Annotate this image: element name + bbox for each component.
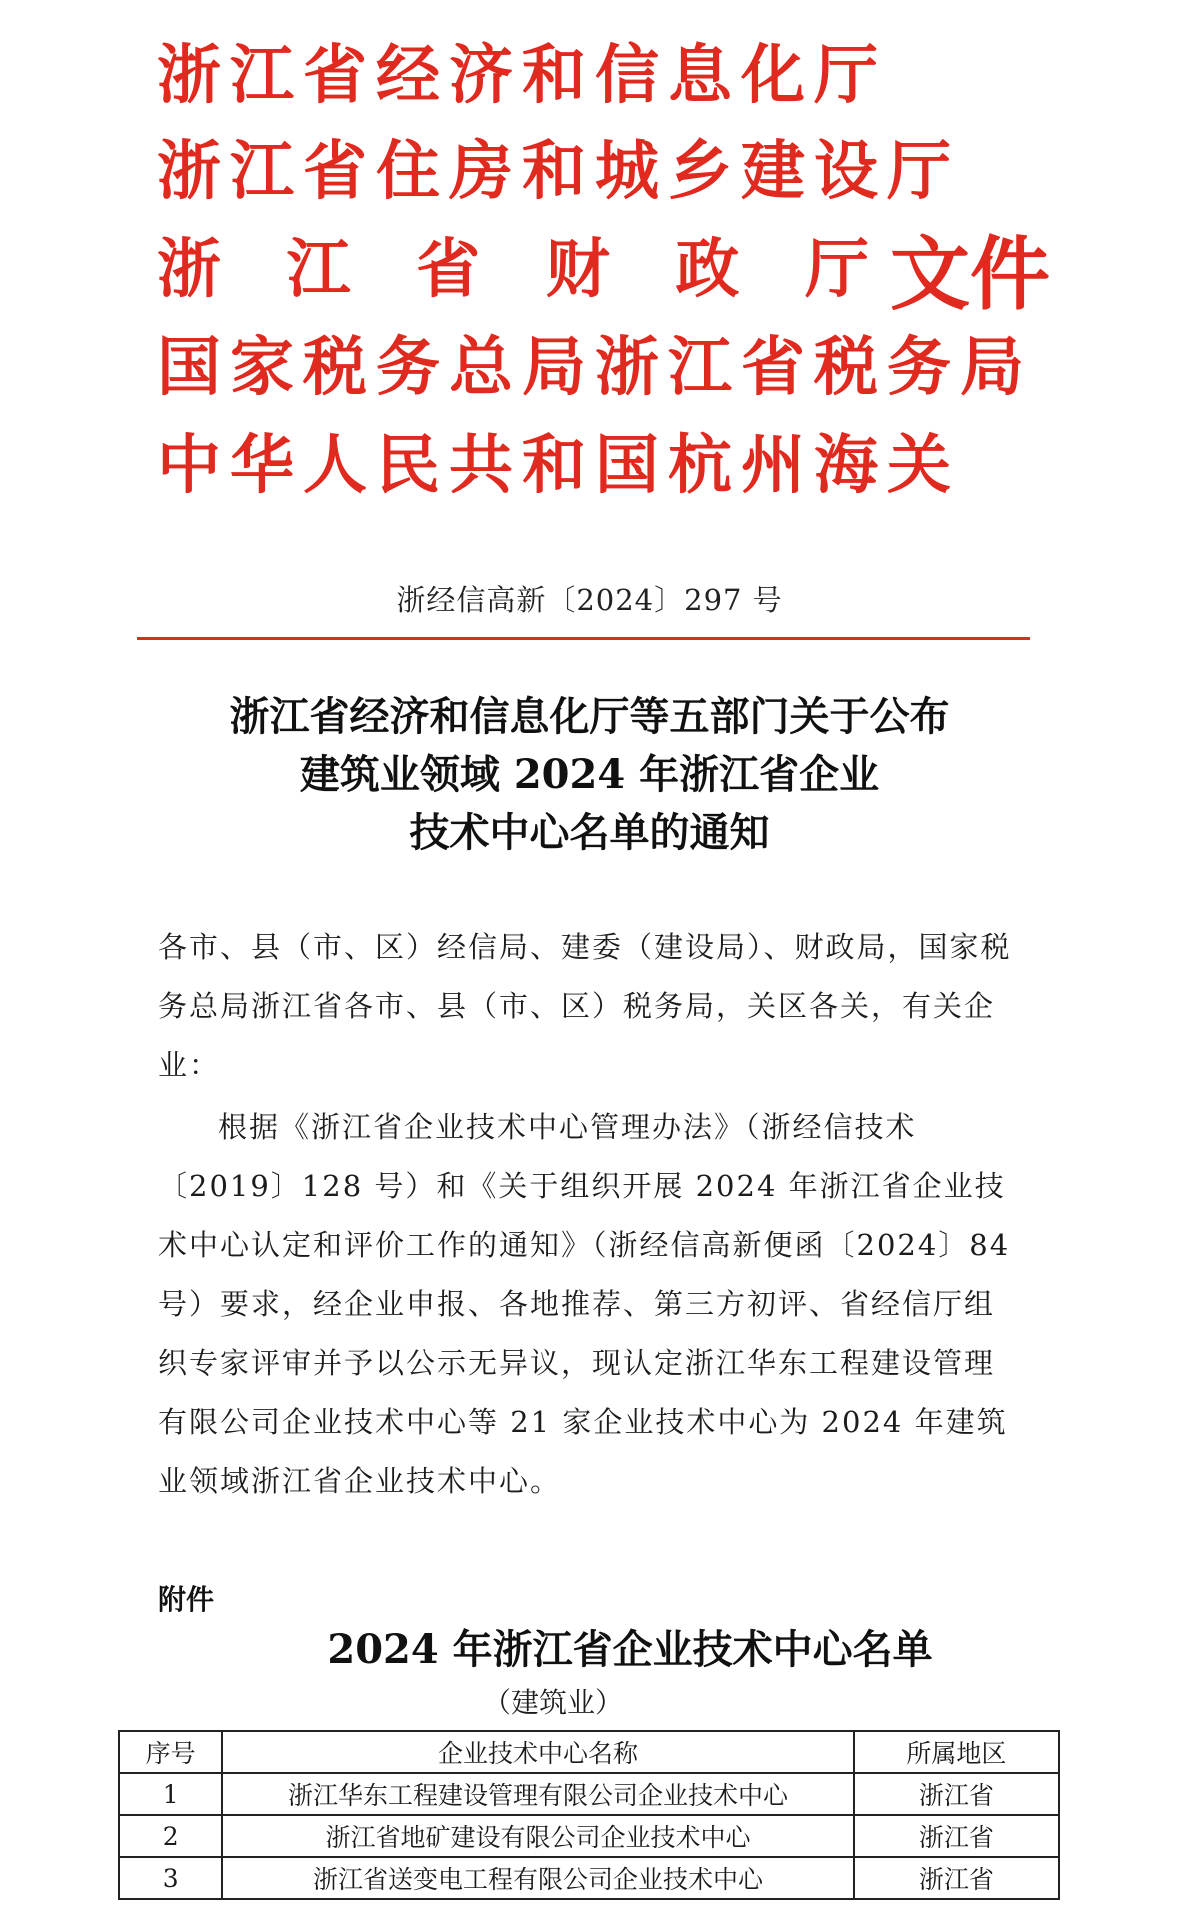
row-center-name: 浙江华东工程建设管理有限公司企业技术中心 (222, 1773, 853, 1815)
row-number: 3 (119, 1857, 222, 1899)
table-row (119, 1773, 1059, 1815)
title-line: 技术中心名单的通知 (409, 809, 770, 856)
red-divider (137, 637, 1030, 640)
column-header-region: 所属地区 (854, 1731, 1059, 1773)
issuer-line-3-char: 厅 (804, 233, 869, 307)
row-region: 浙江省 (854, 1815, 1059, 1857)
attachment-subtitle: （建筑业） (482, 1686, 623, 1719)
tech-center-table (118, 1730, 1060, 1900)
column-header-number: 序号 (119, 1731, 222, 1773)
issuer-line-3-char: 财 (545, 233, 610, 307)
row-center-name: 浙江省送变电工程有限公司企业技术中心 (222, 1857, 853, 1899)
row-region: 浙江省 (854, 1857, 1059, 1899)
attachment-label: 附件 (158, 1583, 215, 1616)
document-title (0, 688, 1179, 862)
row-region: 浙江省 (854, 1773, 1059, 1815)
issuer-line-3-char: 江 (286, 233, 351, 307)
column-header-name: 企业技术中心名称 (222, 1731, 853, 1773)
row-number: 1 (119, 1773, 222, 1815)
issuer-line-1: 浙江省经济和信息化厅 (157, 39, 887, 113)
issuer-line-3-char: 政 (675, 233, 740, 307)
table-row (119, 1857, 1059, 1899)
row-number: 2 (119, 1815, 222, 1857)
attachment-title: 2024 年浙江省企业技术中心名单 (327, 1626, 933, 1673)
title-line: 浙江省经济和信息化厅等五部门关于公布 (229, 693, 950, 740)
salutation: 各市、县（市、区）经信局、建委（建设局）、财政局，国家税务总局浙江省各市、县（市、区）税务局，关区各关，有关企业： (158, 930, 1012, 1082)
issuer-line-2: 浙江省住房和城乡建设厅 (157, 135, 960, 209)
issuer-line-3 (157, 230, 869, 310)
issuer-line-5: 中华人民共和国杭州海关 (157, 429, 960, 503)
document-suffix: 文件 (890, 228, 1050, 321)
title-line: 建筑业领域 2024 年浙江省企业 (299, 751, 880, 798)
table-row (119, 1815, 1059, 1857)
row-center-name: 浙江省地矿建设有限公司企业技术中心 (222, 1815, 853, 1857)
body-paragraph: 根据《浙江省企业技术中心管理办法》（浙经信技术〔2019〕128 号）和《关于组织开展 2024 年浙江省企业技术中心认定和评价工作的通知》（浙经信高新便函〔2024〕84 号）要求，经企业申报、各地推荐、第三方初评、省经信厅组织专家评审并予以公示无异议，现认定浙江华东工程建设管理有限公司企业技术中心等 21 家企业技术中心为 2024 年建筑业领域浙江省企业技术中心。 (158, 1110, 1011, 1498)
table-header-row (119, 1731, 1059, 1773)
issuer-line-3-char: 省 (416, 233, 481, 307)
document-number: 浙经信高新〔2024〕297 号 (396, 583, 783, 617)
issuer-line-4: 国家税务总局浙江省税务局 (157, 331, 1033, 405)
issuer-line-3-char: 浙 (157, 233, 221, 307)
